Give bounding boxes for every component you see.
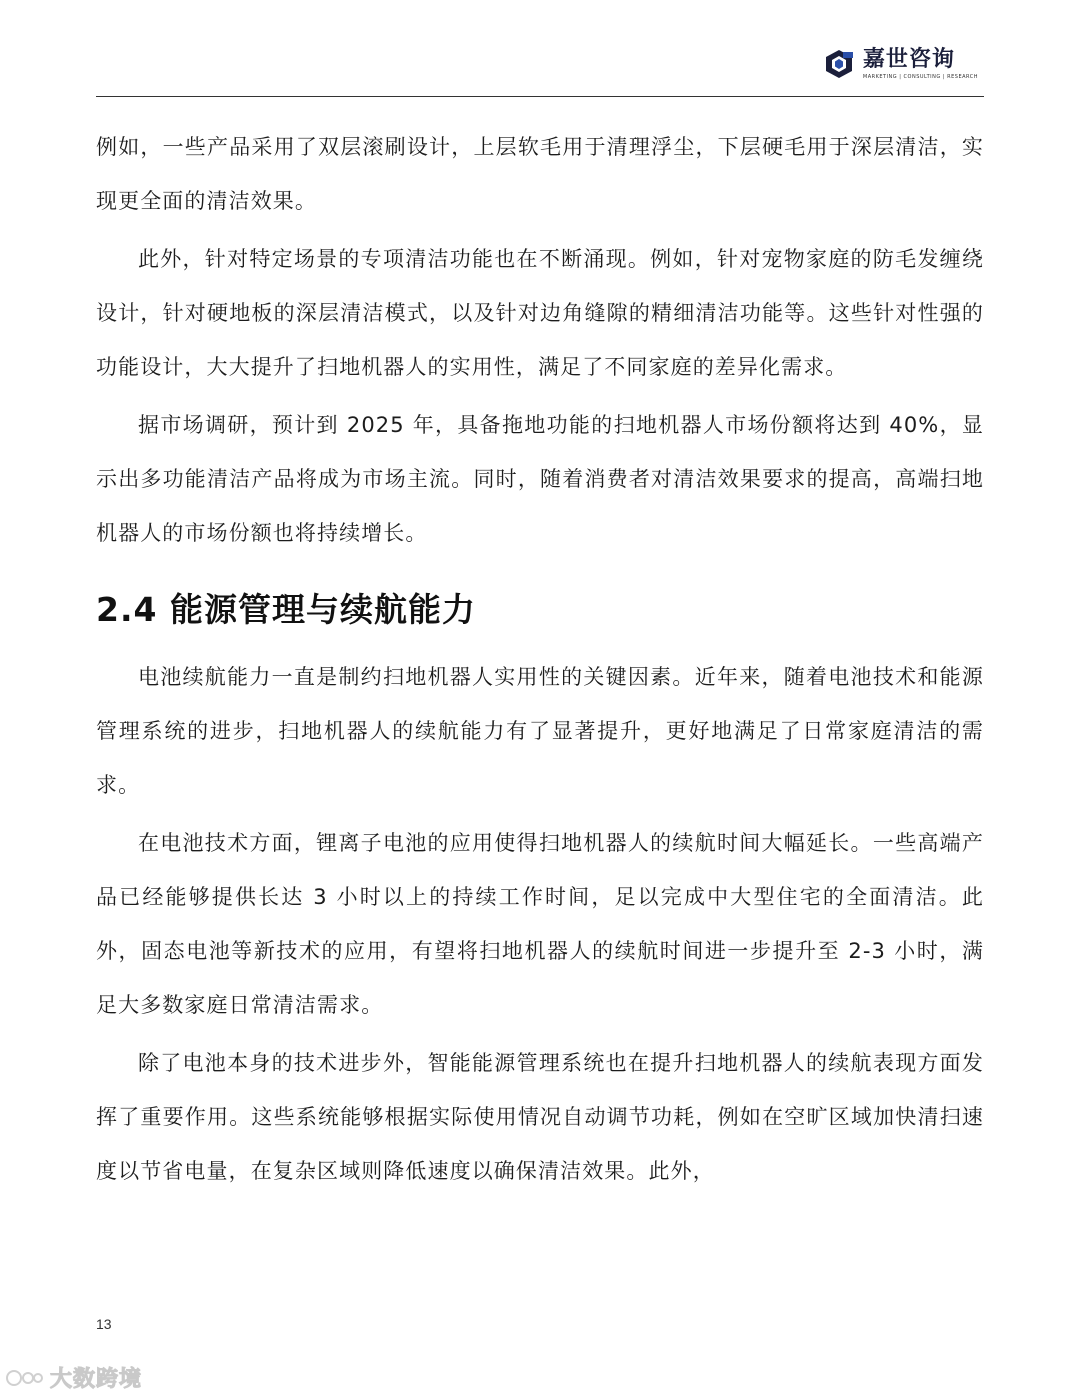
watermark-text: 大数跨境 bbox=[50, 1367, 143, 1392]
brand-text bbox=[863, 48, 978, 80]
paragraph-6: 除了电池本身的技术进步外，智能能源管理系统也在提升扫地机器人的续航表现方面发挥了重要作用。这些系统能够根据实际使用情况自动调节功耗，例如在空旷区域加快清扫速度以节省电量，在复杂区域则降低速度以确保清洁效果。此外， bbox=[96, 1051, 984, 1183]
brand bbox=[823, 48, 978, 80]
section-heading: 2.4 能源管理与续航能力 bbox=[96, 590, 476, 629]
paragraph-1: 例如，一些产品采用了双层滚刷设计，上层软毛用于清理浮尘，下层硬毛用于深层清洁，实现更全面的清洁效果。 bbox=[96, 135, 984, 213]
brand-tagline: MARKETING | CONSULTING | RESEARCH bbox=[862, 74, 978, 80]
paragraph-3: 据市场调研，预计到 2025 年，具备拖地功能的扫地机器人市场份额将达到 40%，显示出多功能清洁产品将成为市场主流。同时，随着消费者对清洁效果要求的提高，高端扫地机器人的市场份额也将持续增长。 bbox=[96, 413, 984, 545]
paragraph-2: 此外，针对特定场景的专项清洁功能也在不断涌现。例如，针对宠物家庭的防毛发缠绕设计，针对硬地板的深层清洁模式，以及针对边角缝隙的精细清洁功能等。这些针对性强的功能设计，大大提升了扫地机器人的实用性，满足了不同家庭的差异化需求。 bbox=[96, 247, 984, 379]
brand-name: 嘉世咨询 bbox=[862, 47, 955, 72]
watermark-logo-icon bbox=[4, 1366, 44, 1390]
page-header bbox=[96, 40, 984, 97]
document-body bbox=[96, 120, 984, 1202]
company-logo-icon bbox=[823, 48, 855, 80]
watermark bbox=[4, 1362, 142, 1393]
paragraph-4: 电池续航能力一直是制约扫地机器人实用性的关键因素。近年来，随着电池技术和能源管理系统的进步，扫地机器人的续航能力有了显著提升，更好地满足了日常家庭清洁的需求。 bbox=[96, 665, 984, 797]
paragraph-5: 在电池技术方面，锂离子电池的应用使得扫地机器人的续航时间大幅延长。一些高端产品已经能够提供长达 3 小时以上的持续工作时间，足以完成中大型住宅的全面清洁。此外，固态电池等新技术的应用，有望将扫地机器人的续航时间进一步提升至 2-3 小时，满足大多数家庭日常清洁需求。 bbox=[96, 831, 984, 1017]
page-number: 13 bbox=[96, 1316, 112, 1332]
